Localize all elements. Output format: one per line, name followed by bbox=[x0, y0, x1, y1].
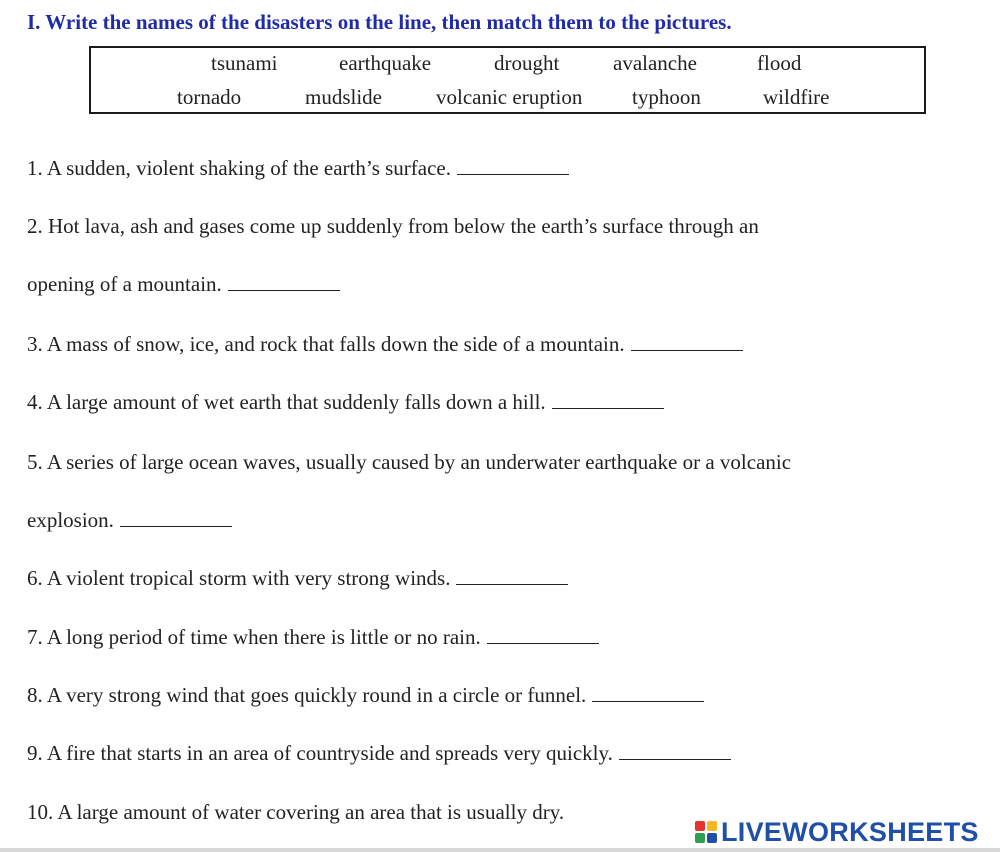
word-bank-item: mudslide bbox=[305, 85, 382, 109]
worksheet-heading: I. Write the names of the disasters on the line, then match them to the pictures. bbox=[27, 10, 732, 34]
answer-blank[interactable] bbox=[120, 512, 232, 527]
liveworksheets-logo-text: LIVEWORKSHEETS bbox=[721, 816, 979, 847]
question-text: opening of a mountain. bbox=[27, 272, 222, 296]
question-6 bbox=[27, 566, 568, 591]
question-text: explosion. bbox=[27, 508, 114, 532]
question-3 bbox=[27, 332, 743, 357]
question-5-continued bbox=[27, 508, 232, 533]
word-bank-item: tsunami bbox=[211, 51, 278, 75]
question-text: 6. A violent tropical storm with very strong winds. bbox=[27, 566, 451, 590]
question-text: 8. A very strong wind that goes quickly round in a circle or funnel. bbox=[27, 683, 587, 707]
question-text: 5. A series of large ocean waves, usually caused by an underwater earthquake or a volcanic bbox=[27, 450, 792, 474]
word-bank-item: flood bbox=[757, 51, 802, 75]
answer-blank[interactable] bbox=[228, 276, 340, 291]
word-bank-box bbox=[89, 46, 926, 114]
question-text: 4. A large amount of wet earth that suddenly falls down a hill. bbox=[27, 390, 546, 414]
bottom-divider bbox=[0, 848, 1000, 852]
liveworksheets-logo bbox=[695, 815, 979, 849]
word-bank-item: typhoon bbox=[632, 85, 701, 109]
question-2-continued bbox=[27, 272, 340, 297]
answer-blank[interactable] bbox=[619, 745, 731, 760]
question-7 bbox=[27, 625, 599, 650]
question-text: 3. A mass of snow, ice, and rock that falls down the side of a mountain. bbox=[27, 332, 625, 356]
answer-blank[interactable] bbox=[457, 160, 569, 175]
question-text: 7. A long period of time when there is little or no rain. bbox=[27, 625, 481, 649]
question-10 bbox=[27, 800, 564, 825]
word-bank-item: volcanic eruption bbox=[436, 85, 583, 109]
question-9 bbox=[27, 741, 731, 766]
answer-blank[interactable] bbox=[631, 336, 743, 351]
answer-blank[interactable] bbox=[592, 687, 704, 702]
word-bank-item: avalanche bbox=[613, 51, 697, 75]
question-5 bbox=[27, 450, 791, 475]
question-8 bbox=[27, 683, 704, 708]
answer-blank[interactable] bbox=[456, 570, 568, 585]
question-text: 9. A fire that starts in an area of countryside and spreads very quickly. bbox=[27, 741, 613, 765]
question-text: 2. Hot lava, ash and gases come up suddenly from below the earth’s surface through an bbox=[27, 214, 759, 238]
word-bank-item: wildfire bbox=[763, 85, 830, 109]
word-bank-item: earthquake bbox=[339, 51, 432, 75]
question-1 bbox=[27, 156, 569, 181]
question-4 bbox=[27, 390, 664, 415]
answer-blank[interactable] bbox=[487, 629, 599, 644]
question-text: 10. A large amount of water covering an area that is usually dry. bbox=[27, 800, 565, 824]
answer-blank[interactable] bbox=[552, 394, 664, 409]
word-bank-item: drought bbox=[494, 51, 560, 75]
word-bank-item: tornado bbox=[177, 85, 242, 109]
question-2 bbox=[27, 214, 759, 239]
question-text: 1. A sudden, violent shaking of the earth’s surface. bbox=[27, 156, 451, 180]
liveworksheets-logo-icon bbox=[695, 820, 719, 844]
